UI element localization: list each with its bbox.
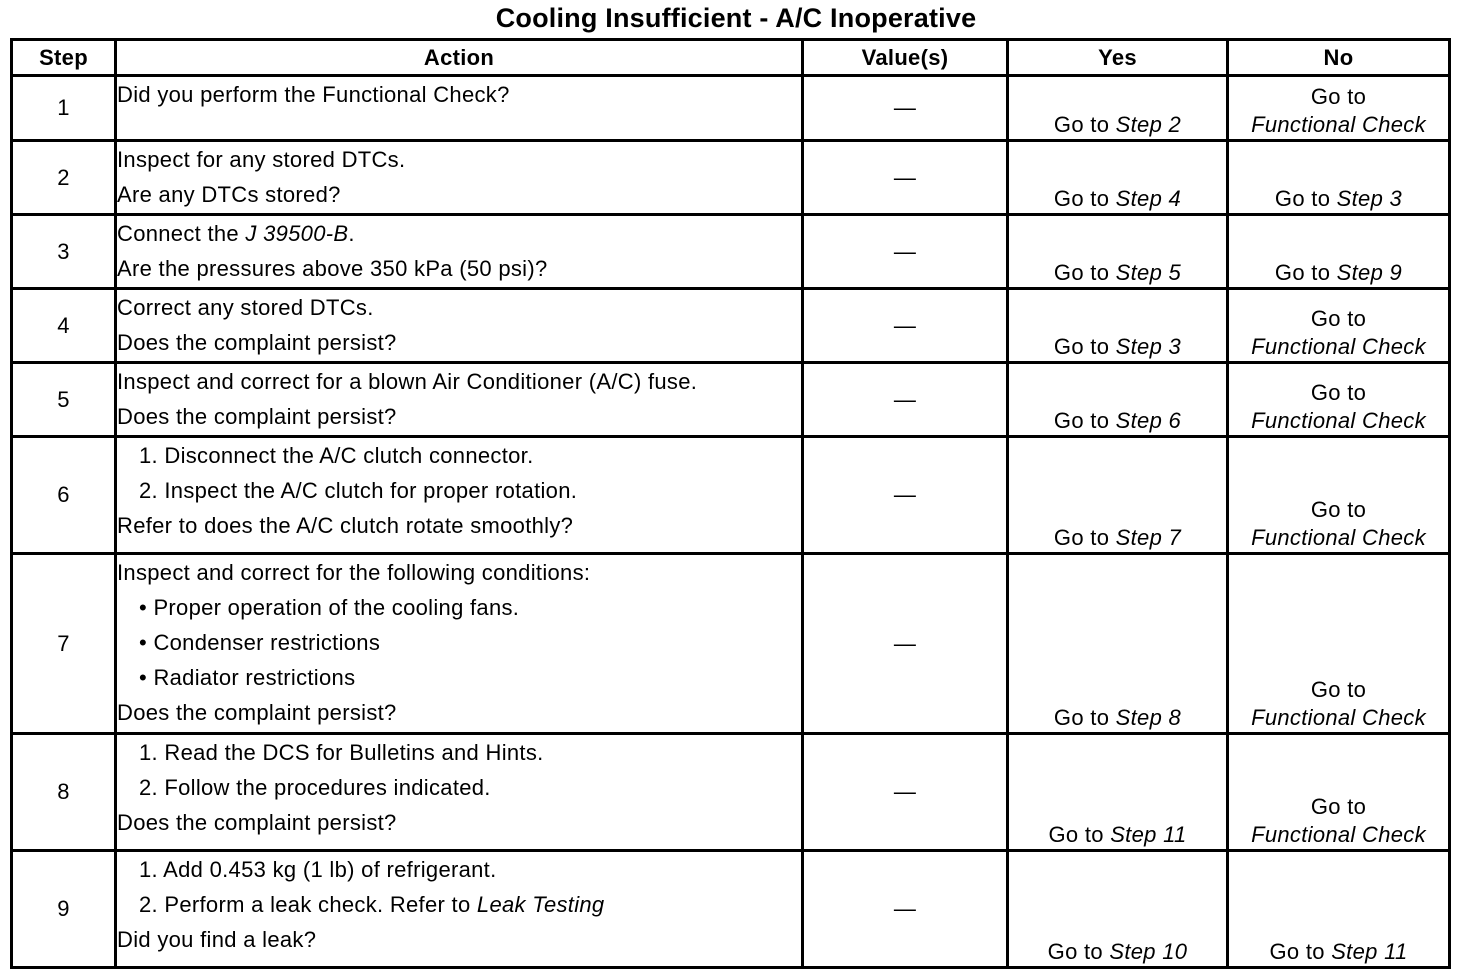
action-text: Does the complaint persist?: [117, 810, 397, 835]
goto-label: Go to: [1048, 822, 1104, 847]
result-no: [1228, 554, 1450, 734]
goto-target-link[interactable]: Functional Check: [1251, 408, 1426, 433]
step-number: 4: [12, 289, 116, 363]
list-number: 2.: [139, 478, 158, 503]
action-text: Radiator restrictions: [153, 665, 356, 690]
list-number: 1.: [139, 857, 158, 882]
action-text: Disconnect the A/C clutch connector.: [164, 443, 534, 468]
action-cell: [116, 289, 803, 363]
result-yes: [1008, 554, 1228, 734]
goto-target-link[interactable]: Step 9: [1336, 260, 1403, 285]
result-yes: [1008, 141, 1228, 215]
action-text: Correct any stored DTCs.: [117, 295, 374, 320]
action-line: [117, 216, 801, 251]
goto-label: Go to: [1310, 84, 1367, 109]
action-text: Condenser restrictions: [153, 630, 381, 655]
action-text: Inspect and correct for the following conditions:: [117, 560, 591, 585]
action-text: Refer to does the A/C clutch rotate smoothly?: [117, 513, 574, 538]
goto-target-link[interactable]: Functional Check: [1251, 705, 1426, 730]
action-text: Add 0.453 kg (1 lb) of refrigerant.: [163, 857, 497, 882]
result-no: [1228, 437, 1450, 554]
list-number: 2.: [139, 775, 158, 800]
goto-target-link[interactable]: Functional Check: [1251, 822, 1426, 847]
result-yes: [1008, 363, 1228, 437]
action-line: [117, 922, 801, 957]
action-line: [117, 325, 801, 360]
step-number: 8: [12, 734, 116, 851]
action-line: [117, 399, 801, 434]
header-step: Step: [12, 40, 116, 76]
action-line: [117, 805, 801, 840]
step-number: 3: [12, 215, 116, 289]
action-cell: [116, 363, 803, 437]
table-row: [12, 554, 1450, 734]
result-no: [1228, 289, 1450, 363]
result-no: [1228, 76, 1450, 141]
step-number: 7: [12, 554, 116, 734]
header-no: No: [1228, 40, 1450, 76]
step-number: 1: [12, 76, 116, 141]
result-no: [1228, 734, 1450, 851]
bullet-marker: •: [139, 595, 148, 620]
goto-label: Go to: [1053, 334, 1110, 359]
list-number: 1.: [139, 740, 158, 765]
table-row: [12, 734, 1450, 851]
value-cell: [803, 363, 1008, 437]
action-text: .: [348, 221, 355, 246]
action-line: [117, 473, 801, 508]
bullet-marker: •: [139, 665, 148, 690]
header-values: Value(s): [803, 40, 1008, 76]
action-cell: [116, 851, 803, 968]
action-text: Does the complaint persist?: [117, 404, 397, 429]
table-row: [12, 437, 1450, 554]
result-yes: [1008, 215, 1228, 289]
action-text: Did you find a leak?: [117, 927, 317, 952]
action-text: Proper operation of the cooling fans.: [153, 595, 520, 620]
goto-label: Go to: [1269, 939, 1325, 964]
goto-label: Go to: [1274, 260, 1331, 285]
step-number: 5: [12, 363, 116, 437]
action-text: Are the pressures above 350 kPa (50 psi)?: [117, 256, 548, 281]
result-no: [1228, 363, 1450, 437]
goto-label: Go to: [1310, 380, 1367, 405]
table-row: [12, 141, 1450, 215]
header-yes: Yes: [1008, 40, 1228, 76]
goto-label: Go to: [1053, 186, 1110, 211]
list-number: 2.: [139, 892, 158, 917]
value-dash: —: [893, 164, 917, 190]
goto-label: Go to: [1310, 677, 1367, 702]
action-cell: [116, 141, 803, 215]
action-text: Follow the procedures indicated.: [164, 775, 491, 800]
action-cell: [116, 215, 803, 289]
action-text: Are any DTCs stored?: [117, 182, 341, 207]
action-cell: [116, 76, 803, 141]
goto-target-link[interactable]: Step 3: [1115, 334, 1182, 359]
value-cell: [803, 76, 1008, 141]
value-dash: —: [893, 482, 917, 507]
value-dash: —: [893, 386, 917, 412]
action-line: [117, 142, 801, 177]
value-dash: —: [893, 312, 917, 338]
action-line: [117, 364, 801, 399]
value-cell: [803, 554, 1008, 734]
result-yes: [1008, 76, 1228, 141]
action-text: Connect the: [117, 221, 246, 246]
goto-label: Go to: [1053, 705, 1110, 730]
goto-target-link[interactable]: Functional Check: [1251, 112, 1426, 137]
table-row: [12, 363, 1450, 437]
action-line: [117, 508, 801, 543]
goto-target-link[interactable]: Step 5: [1115, 260, 1182, 285]
value-dash: —: [893, 630, 917, 656]
value-cell: [803, 289, 1008, 363]
goto-target-link[interactable]: Step 4: [1115, 186, 1182, 211]
goto-target-link[interactable]: Step 8: [1115, 705, 1182, 730]
table-row: [12, 215, 1450, 289]
action-line: [117, 177, 801, 212]
action-line: [117, 887, 801, 922]
action-text: Does the complaint persist?: [117, 330, 397, 355]
goto-label: Go to: [1310, 306, 1367, 331]
action-line: [117, 77, 801, 112]
result-yes: [1008, 734, 1228, 851]
list-number: 1.: [139, 443, 158, 468]
reference-link[interactable]: Leak Testing: [476, 892, 605, 917]
action-line: [117, 695, 801, 730]
value-dash: —: [893, 779, 917, 804]
value-cell: [803, 141, 1008, 215]
diagnostic-table: [10, 38, 1451, 969]
action-text: Read the DCS for Bulletins and Hints.: [164, 740, 544, 765]
step-number: 2: [12, 141, 116, 215]
result-no: [1228, 141, 1450, 215]
value-cell: [803, 851, 1008, 968]
goto-label: Go to: [1053, 408, 1110, 433]
table-row: [12, 851, 1450, 968]
action-line: [117, 290, 801, 325]
goto-label: Go to: [1310, 497, 1367, 522]
goto-label: Go to: [1274, 186, 1331, 211]
goto-label: Go to: [1310, 794, 1367, 819]
value-dash: —: [893, 95, 917, 120]
table-row: [12, 289, 1450, 363]
result-yes: [1008, 851, 1228, 968]
header-action: Action: [116, 40, 803, 76]
action-line: [117, 251, 801, 286]
action-line: [117, 735, 801, 770]
goto-target-link[interactable]: Step 11: [1331, 939, 1408, 964]
action-text: Inspect for any stored DTCs.: [117, 147, 406, 172]
value-dash: —: [893, 238, 917, 264]
action-text: Does the complaint persist?: [117, 700, 397, 725]
result-no: [1228, 215, 1450, 289]
value-cell: [803, 734, 1008, 851]
goto-label: Go to: [1053, 112, 1110, 137]
goto-target-link[interactable]: Step 6: [1115, 408, 1182, 433]
table-row: [12, 76, 1450, 141]
value-dash: —: [893, 896, 917, 921]
action-text: Did you perform the Functional Check?: [117, 82, 510, 107]
action-line: [117, 625, 801, 660]
goto-target-link[interactable]: Step 7: [1115, 525, 1182, 550]
goto-label: Go to: [1053, 525, 1110, 550]
reference-link[interactable]: J 39500-B: [245, 221, 349, 246]
header-row: [12, 40, 1450, 76]
action-cell: [116, 554, 803, 734]
action-line: [117, 660, 801, 695]
goto-target-link[interactable]: Step 10: [1109, 939, 1188, 964]
goto-target-link[interactable]: Step 3: [1336, 186, 1403, 211]
result-yes: [1008, 289, 1228, 363]
result-yes: [1008, 437, 1228, 554]
goto-target-link[interactable]: Functional Check: [1251, 334, 1426, 359]
goto-target-link[interactable]: Step 2: [1115, 112, 1182, 137]
goto-target-link[interactable]: Functional Check: [1251, 525, 1426, 550]
action-text: Inspect the A/C clutch for proper rotation.: [164, 478, 578, 503]
page-title: Cooling Insufficient - A/C Inoperative: [495, 3, 977, 33]
action-cell: [116, 437, 803, 554]
step-number: 6: [12, 437, 116, 554]
goto-label: Go to: [1047, 939, 1103, 964]
value-cell: [803, 215, 1008, 289]
action-line: [117, 555, 801, 590]
goto-target-link[interactable]: Step 11: [1110, 822, 1187, 847]
action-cell: [116, 734, 803, 851]
goto-label: Go to: [1053, 260, 1110, 285]
result-no: [1228, 851, 1450, 968]
action-line: [117, 770, 801, 805]
value-cell: [803, 437, 1008, 554]
step-number: 9: [12, 851, 116, 968]
action-line: [117, 590, 801, 625]
bullet-marker: •: [139, 630, 148, 655]
action-text: Inspect and correct for a blown Air Conditioner (A/C) fuse.: [117, 369, 698, 394]
action-line: [117, 852, 801, 887]
action-text: Perform a leak check. Refer to: [164, 892, 477, 917]
action-line: [117, 438, 801, 473]
